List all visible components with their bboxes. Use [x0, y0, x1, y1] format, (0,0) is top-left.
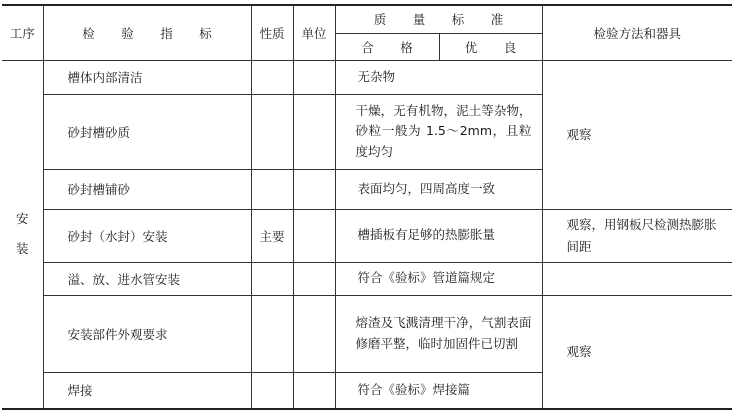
- nature-cell: [251, 60, 293, 94]
- header-qualified: 合 格: [335, 33, 439, 60]
- indicator-cell: 槽体内部清洁: [43, 60, 251, 94]
- header-process: 工序: [2, 5, 43, 60]
- standard-cell: 无杂物: [335, 60, 542, 94]
- nature-cell: [251, 169, 293, 209]
- unit-cell: [293, 372, 335, 409]
- unit-cell: [293, 295, 335, 372]
- unit-cell: [293, 169, 335, 209]
- nature-cell: [251, 262, 293, 295]
- indicator-cell: 砂封槽铺砂: [43, 169, 251, 209]
- method-cell: 观察: [542, 295, 732, 409]
- header-unit: 单位: [293, 5, 335, 60]
- standard-cell: 符合《验标》管道篇规定: [335, 262, 542, 295]
- indicator-cell: 砂封槽砂质: [43, 94, 251, 169]
- header-method: 检验方法和器具: [542, 5, 732, 60]
- unit-cell: [293, 262, 335, 295]
- table-row: [2, 262, 732, 295]
- unit-cell: [293, 209, 335, 262]
- standard-cell: 表面均匀，四周高度一致: [335, 169, 542, 209]
- header-standard: 质 量 标 准: [335, 5, 542, 33]
- method-cell: [542, 262, 732, 295]
- nature-cell: 主要: [251, 209, 293, 262]
- header-nature: 性质: [251, 5, 293, 60]
- indicator-cell: 安装部件外观要求: [43, 295, 251, 372]
- standard-cell: 熔渣及飞溅清理干净，气割表面修磨平整，临时加固件已切割: [335, 295, 542, 372]
- indicator-cell: 砂封（水封）安装: [43, 209, 251, 262]
- nature-cell: [251, 94, 293, 169]
- nature-cell: [251, 372, 293, 409]
- table-row: [2, 209, 732, 262]
- header-indicator: 检 验 指 标: [43, 5, 251, 60]
- standard-cell: 槽插板有足够的热膨胀量: [335, 209, 542, 262]
- unit-cell: [293, 94, 335, 169]
- process-char: 安: [15, 211, 29, 227]
- unit-cell: [293, 60, 335, 94]
- standard-cell: 符合《验标》焊接篇: [335, 372, 542, 409]
- indicator-cell: 溢、放、进水管安装: [43, 262, 251, 295]
- inspection-table: [2, 4, 732, 410]
- header-excellent: 优 良: [439, 33, 542, 60]
- method-cell: 观察: [542, 60, 732, 209]
- standard-cell: 干燥，无有机物，泥土等杂物，砂粒一般为 1.5～2mm，且粒度均匀: [335, 94, 542, 169]
- indicator-cell: 焊接: [43, 372, 251, 409]
- process-cell: [2, 60, 43, 409]
- method-cell: 观察，用钢板尺检测热膨胀间距: [542, 209, 732, 262]
- table-row: [2, 60, 732, 94]
- process-char: 装: [15, 241, 29, 257]
- nature-cell: [251, 295, 293, 372]
- table-row: [2, 295, 732, 372]
